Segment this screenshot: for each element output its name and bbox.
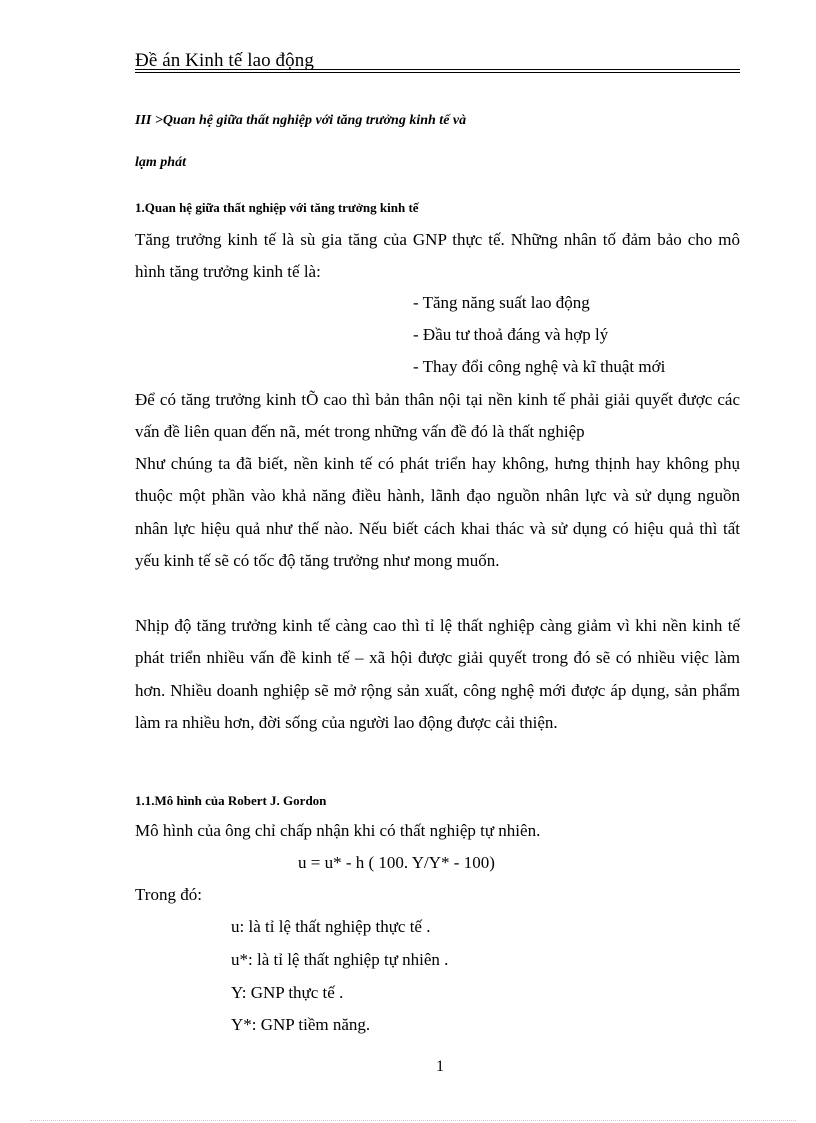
page-number: 1 [436,1058,444,1075]
bullet-item: - Đầu tư thoả đáng và hợp lý [413,325,609,344]
section-heading-line2: lạm phát [135,155,186,170]
document-header-title: Đề án Kinh tế lao động [135,50,314,71]
page-bottom-divider [30,1120,796,1121]
header-rule-bottom [135,72,740,73]
paragraph-problem: Để có tăng trưởng kinh tÕ cao thì bản thân nội tại nền kinh tế phải giải quyết được các vấn đề liên quan đến nã, mét trong những vấn đề đó là thất nghiệp [135,390,740,442]
section-heading-line1: III >Quan hệ giữa thất nghiệp với tăng trưởng kinh tế và [135,113,467,128]
subsection-heading: 1.Quan hệ giữa thất nghiệp với tăng trưởng kinh tế [135,200,419,215]
formula: u = u* - h ( 100. Y/Y* - 100) [298,853,495,872]
subsection-heading-gordon: 1.1.Mô hình của Robert J. Gordon [135,793,327,808]
definition-item: Y: GNP thực tế . [231,983,344,1002]
bullet-item: - Thay đổi công nghệ và kĩ thuật mới [413,357,666,376]
where-label: Trong đó: [135,885,202,904]
bullet-item: - Tăng năng suất lao động [413,293,590,312]
definition-item: u*: là tỉ lệ thất nghiệp tự nhiên . [231,950,449,969]
paragraph-intro: Tăng trưởng kinh tế là sù gia tăng của GNP thực tế. Những nhân tố đảm bảo cho mô hình tăng trưởng kinh tế là: [135,230,740,282]
definition-item: Y*: GNP tiềm năng. [231,1015,371,1034]
definition-item: u: là tỉ lệ thất nghiệp thực tế . [231,917,431,936]
header-rule-top [135,69,740,70]
model-intro: Mô hình của ông chỉ chấp nhận khi có thất nghiệp tự nhiên. [135,821,541,840]
paragraph-resources: Như chúng ta đã biết, nền kinh tế có phát triển hay không, hưng thịnh hay không phụ thuộc một phần vào khả năng điều hành, lãnh đạo nguồn nhân lực và sử dụng nguồn nhân lực hiệu quả như thế nào. Nếu biết cách khai thác và sử dụng có hiệu quả thì tất yếu kinh tế sẽ có tốc độ tăng trưởng như mong muốn. [135,454,740,570]
paragraph-growth: Nhịp độ tăng trưởng kinh tế càng cao thì tỉ lệ thất nghiệp càng giảm vì khi nền kinh tế phát triển nhiều vấn đề kinh tế – xã hội được giải quyết trong đó sẽ có nhiều việc làm hơn. Nhiều doanh nghiệp sẽ mở rộng sản xuất, công nghệ mới được áp dụng, sản phẩm làm ra nhiều hơn, đời sống của người lao động được cải thiện. [135,616,740,732]
